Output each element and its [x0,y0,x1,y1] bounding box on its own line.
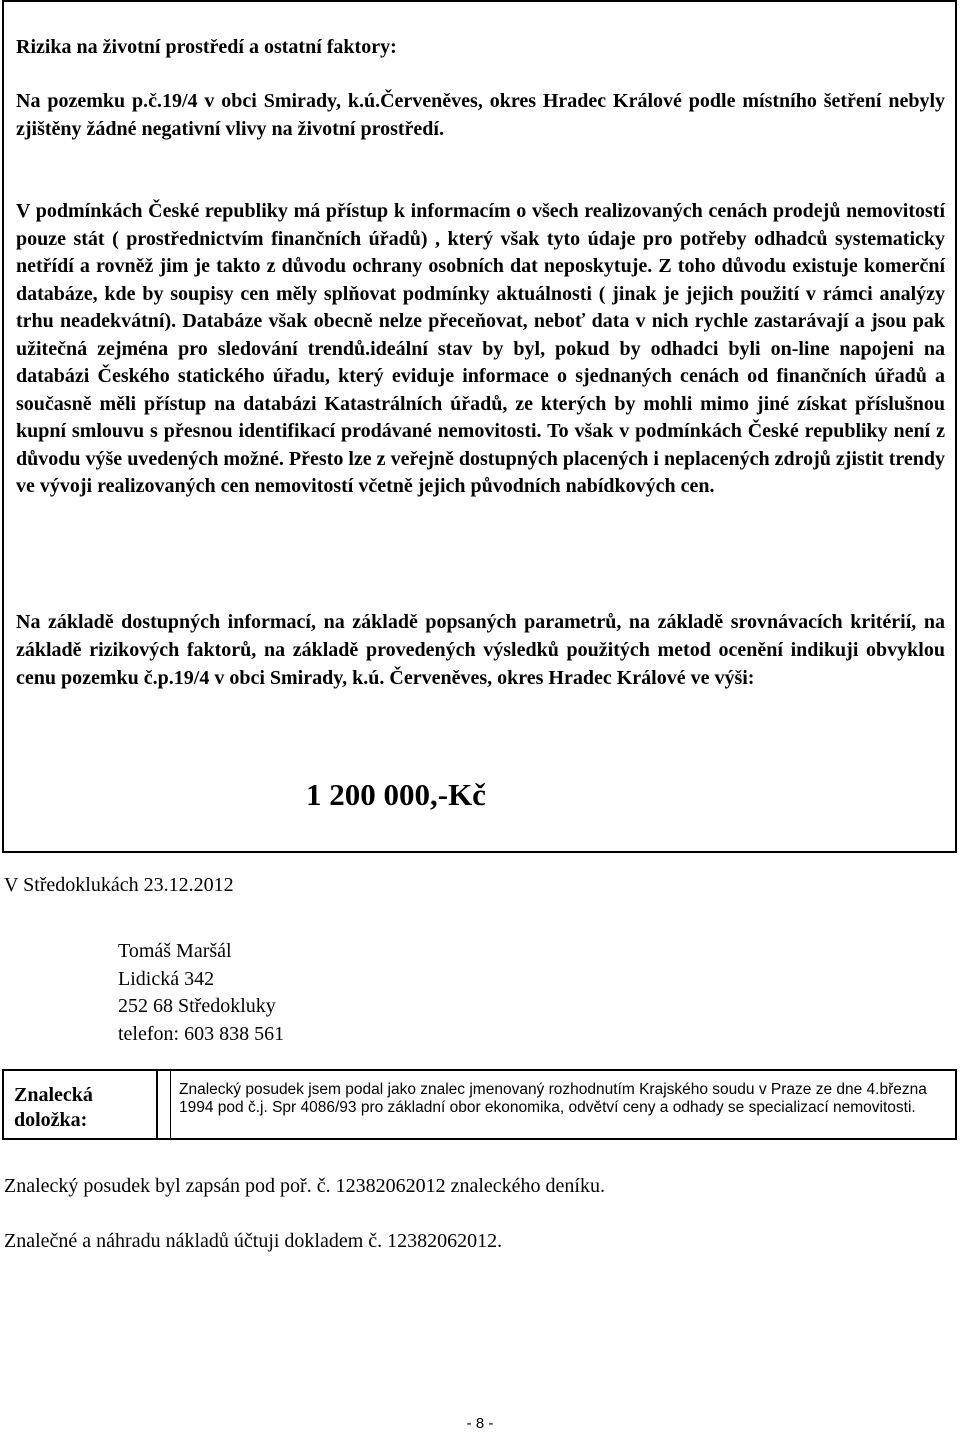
page-number: - 8 - [466,1415,494,1432]
conclusion-paragraph: Na základě dostupných informací, na základě popsaných parametrů, na základě srovnávacích kritérií, na základě rizikových faktorů, na základě provedených výsledků použitých metod ocenění indikuji obvyklou cenu pozemku č.p.19/4 v obci Smirady, k.ú. Červeněves, okres Hradec Králové ve výši: [16,611,945,689]
expert-phone: telefon: 603 838 561 [118,1022,285,1045]
market-data-paragraph: V podmínkách České republiky má přístup k informacím o všech realizovaných cenách prodejů nemovitostí pouze stát ( prostřednictvím finančních úřadů) , který však tyto údaje pro potřeby odhadců systematicky netřídí a rovněž jim je takto z důvodu ochrany osobních dat neposkytuje. Z toho důvodu existuje komerční databáze, kde by soupisy cen měly splňovat podmínky aktuálnosti ( jinak je jejich použití v rámci analýzy trhu neadekvátní). Databáze však obecně nelze přeceňovat, neboť data v nich rychle zastarávají a jsou pak užitečná zejména pro sledování trendů.ideální stav by byl, pokud by odhadci byli on-line napojeni na databázi Českého statického úřadu, který eviduje informace o sjednaných cenách od finančních úřadů a současně měli přístup na databázi Katastrálních úřadů, ze kterých by mohli mimo jiné získat příslušnou kupní smlouvu s přesnou identifikací prodávané nemovitosti. To však v podmínkách České republiky není z důvodu výše uvedených možné. Přesto lze z veřejně dostupných placených i neplacených zdrojů zjistit trendy ve vývoji realizovaných cen nemovitostí včetně jejich původních nabídkových cen. [16,200,945,497]
valuation-summary-box [2,0,957,853]
expert-name: Tomáš Maršál [118,940,232,962]
expert-city: 252 68 Středokluky [118,995,276,1017]
expert-clause-label-line1: Znalecká [14,1084,93,1106]
clause-inner-divider [170,1071,171,1138]
fee-note: Znalečné a náhradu nákladů účtuji dokladem č. 12382062012. [4,1230,503,1252]
expert-address-block [118,938,284,1048]
expert-clause-label [14,1083,93,1133]
clause-divider [156,1071,158,1138]
environment-paragraph: Na pozemku p.č.19/4 v obci Smirady, k.ú.Červeněves, okres Hradec Králové podle místního šetření nebyly zjištěny žádné negativní vlivy na životní prostředí. [16,90,945,140]
expert-clause-text: Znalecký posudek jsem podal jako znalec jmenovaný rozhodnutím Krajského soudu v Praze ze dne 4.března 1994 pod č.j. Spr 4086/93 pro základní obor ekonomika, odvětví ceny a odhady se specializací nemovitosti. [179,1081,927,1116]
place-and-date: V Středoklukách 23.12.2012 [4,874,234,896]
register-note: Znalecký posudek byl zapsán pod poř. č. 12382062012 znaleckého deníku. [4,1175,605,1197]
risk-heading: Rizika na životní prostředí a ostatní faktory: [16,36,397,58]
expert-clause-label-line2: doložka: [14,1109,88,1131]
appraised-price: 1 200 000,-Kč [306,777,486,812]
expert-street: Lidická 342 [118,967,215,990]
expert-clause-table [2,1069,957,1140]
